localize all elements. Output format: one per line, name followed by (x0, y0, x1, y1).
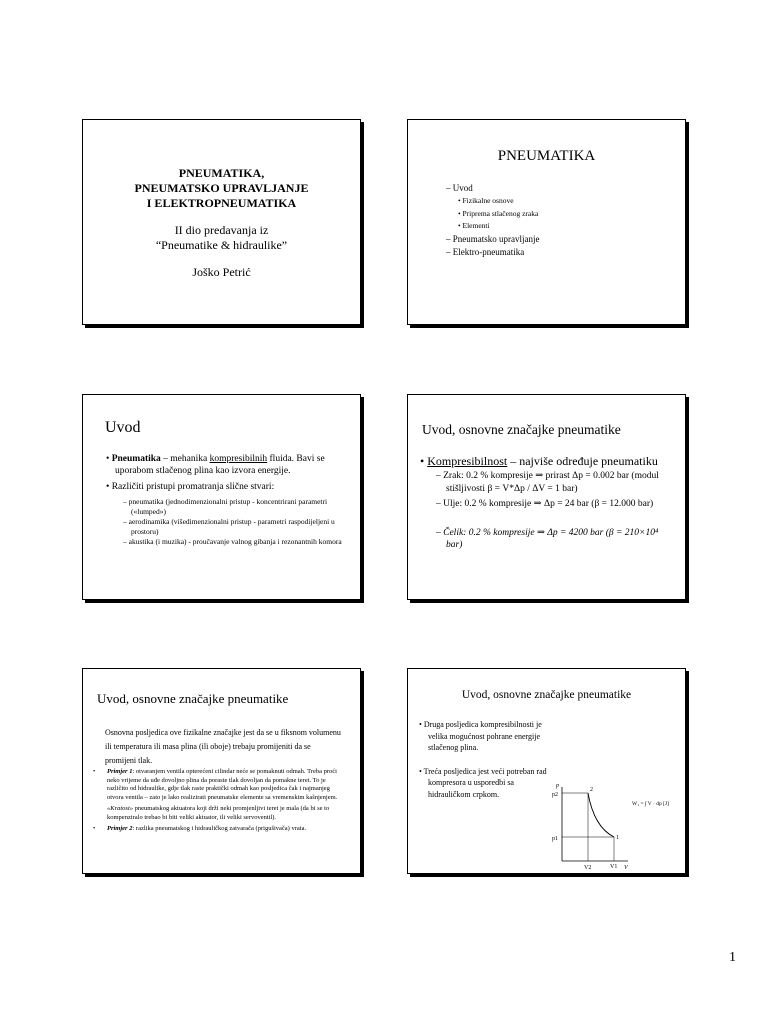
bullet: • Različiti pristupi promatranja slične stvari: (106, 482, 275, 492)
outline-item: – Pneumatsko upravljanje (446, 233, 540, 244)
bullet: • Pneumatika – mehanika kompresibilnih fluida. Bavi se uporabom stlačenog plina kao izvora energije. (106, 454, 325, 476)
sub-bullet: – akustika (i muzika) - proučavanje valnog gibanja i rezonantnih komora (123, 537, 342, 546)
pv-diagram (548, 779, 678, 874)
label-p2: p2 (552, 792, 558, 798)
bullet: • Druga posljedica kompresibilnosti je velika mogućnost pohrane energije stlačenog plina. (419, 720, 542, 752)
slide-title: Uvod, osnovne značajke pneumatike (422, 422, 621, 437)
slide-energy (407, 668, 686, 874)
label-v2: V2 (584, 865, 592, 871)
examples (93, 768, 348, 837)
example-1b: «Kratost» pneumatskog aktuatora koji drži neki promjenljivi teret je mala (da bi se to kompenziralo trebao bi biti veliki aktuator, ili veliki servoventil). (107, 805, 330, 821)
author: Joško Petrić (192, 265, 251, 279)
bullet: • Kompresibilnost – najviše određuje pneumatiku (420, 454, 658, 468)
label-point-1: 1 (616, 835, 619, 841)
slide-title: PNEUMATIKA (497, 148, 596, 164)
sub-bullet: – aerodinamika (višedimenzionalni pristup - parametri raspodijeljeni u prostoru) (123, 517, 335, 536)
title-line-3: I ELEKTROPNEUMATIKA (146, 196, 297, 210)
axis-y-label: p (556, 783, 559, 789)
example-1: • Primjer 1: otvaranjem ventila opterećeni cilindar neće se pomaknuti odmah. Treba proći neko vrijeme da uđe dovoljno plina da poraste tlak dovoljan da pomakne teret. To je različito od hidraulike, gdje tlak raste praktički odmah kao posljedica čak i najmanjeg otvora ventila – zato je lako realizirati pneumatske elemente sa vremenskim kašnjenjem. (93, 768, 338, 801)
page-number: 1 (729, 950, 736, 965)
outline-subitem: • Fizikalne osnove (458, 195, 539, 208)
slide-uvod (82, 394, 361, 600)
subtitle-2: “Pneumatike & hidraulike” (155, 238, 288, 252)
slide-body (418, 719, 548, 812)
slide-body (420, 454, 673, 555)
title-line-2: PNEUMATSKO UPRAVLJANJE (134, 181, 309, 195)
slide-title: Uvod, osnovne značajke pneumatike (97, 691, 289, 706)
intro-text: Osnovna posljedica ove fizikalne značajke jest da se u fiksnom volumenu ili temperatura ili masa plina (ili oboje) trebaju promijeniti da se promijeni tlak. (105, 728, 341, 765)
title-line-1: PNEUMATIKA, (178, 166, 265, 180)
label-point-2: 2 (590, 787, 593, 793)
outline-subitem: • Elementi (458, 220, 539, 233)
axis-x-label: V (624, 865, 628, 871)
label-v1: V1 (610, 864, 618, 870)
subtitle-1: II dio predavanja iz (174, 223, 269, 237)
slide-body (105, 453, 346, 547)
slide-compressibility (407, 394, 686, 600)
slide-title: Uvod, osnovne značajke pneumatike (461, 689, 632, 701)
example-2: • Primjer 2: razlika pneumatskog i hidrauličkog zatvarača (prigušivača) vrata. (93, 825, 307, 832)
slide-title: Uvod (105, 419, 141, 436)
outline-item: – Elektro-pneumatika (446, 246, 525, 257)
slide-outline (407, 119, 686, 325)
bullet: • Treća posljedica jest veći potreban rad kompresora u usporedbi sa hidrauličkom crpkom. (419, 766, 547, 799)
outline-subitem: • Priprema stlačenog zraka (458, 208, 539, 221)
title-block (83, 166, 360, 280)
label-p1: p1 (552, 836, 558, 842)
sub-bullet: – pneumatika (jednodimenzionalni pristup - koncentrirani parametri («lumped») (123, 497, 328, 516)
sub-bullet: – Zrak: 0.2 % kompresije ⇒ prirast Δp = 0.002 bar (modul stišljivosti β = V*Δp / ΔV = 1 bar) (436, 471, 659, 494)
outline-list (446, 182, 539, 259)
slide-title (82, 119, 361, 325)
sub-bullet: – Ulje: 0.2 % kompresije ⇒ Δp = 24 bar (β = 12.000 bar) (436, 499, 654, 509)
slide-consequence (82, 668, 361, 874)
sub-bullet: – Čelik: 0.2 % kompresije ⇒ Δp = 4200 bar (β = 210×10⁴ bar) (436, 527, 659, 550)
outline-item: – Uvod • Fizikalne osnove • Priprema stlačenog zraka • Elementi (446, 182, 539, 233)
work-formula: W₁ = ∫ V · dp [J] (632, 801, 669, 807)
